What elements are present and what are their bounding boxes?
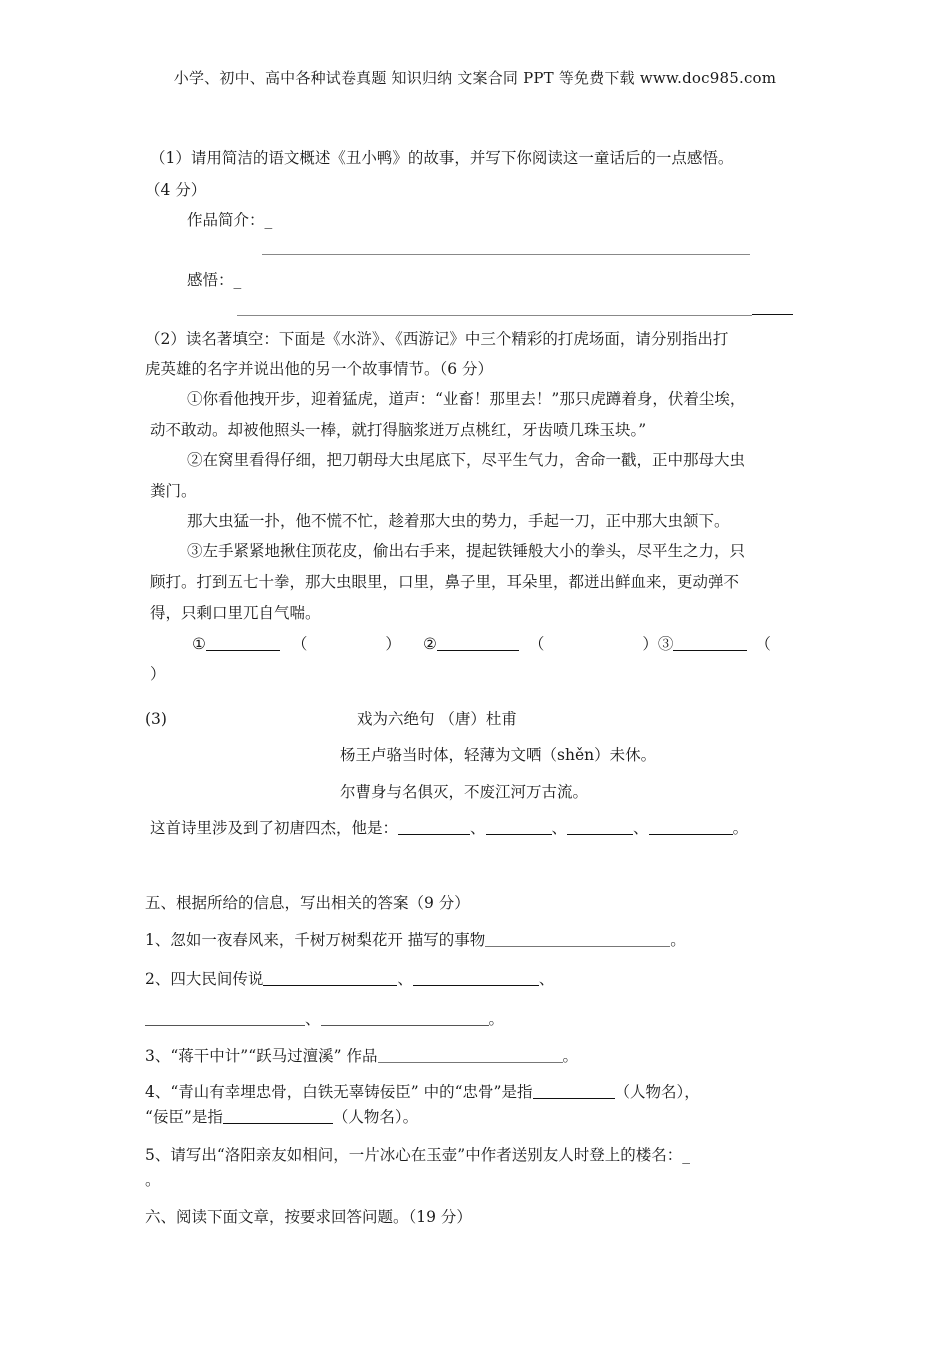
s5-item2-cont bbox=[145, 1009, 504, 1029]
q2-passage3-line2: 顾打。打到五七十拳，那大虫眼里，口里，鼻子里，耳朵里，都迸出鲜血来，更动弹不 bbox=[150, 573, 740, 591]
q2-paren-close-3: ） bbox=[150, 665, 166, 683]
q3-question-text: 这首诗里涉及到了初唐四杰，他是： bbox=[150, 819, 399, 837]
q1-feeling-answer-line-end[interactable] bbox=[752, 314, 793, 315]
s6-heading: 六、阅读下面文章，按要求回答问题。（19 分） bbox=[145, 1208, 472, 1226]
s5-item4-suffix-2: （人物名）。 bbox=[332, 1108, 419, 1126]
s5-item4 bbox=[145, 1082, 700, 1102]
s5-item3-text: 3、“蒋干中计”“跃马过澶溪” 作品 bbox=[145, 1047, 378, 1065]
q3-end: 。 bbox=[732, 819, 749, 837]
q2-paren-open-1: （ bbox=[291, 635, 308, 653]
q3-sep-3: 、 bbox=[633, 819, 649, 837]
page-header: 小学、初中、高中各种试卷真题 知识归纳 文案合同 PPT 等免费下载 www.doc985.com bbox=[173, 69, 777, 87]
q2-passage2-line1: ②在窝里看得仔细，把刀朝母大虫尾底下，尽平生气力，舍命一戳，正中那母大虫 bbox=[187, 451, 746, 469]
s5-item1-blank[interactable] bbox=[485, 930, 670, 947]
s5-item4-blank-1[interactable] bbox=[533, 1082, 615, 1099]
s5-item4-blank-2[interactable] bbox=[223, 1107, 333, 1124]
q2-answer-blank-2[interactable] bbox=[437, 634, 519, 651]
q3-blank-1[interactable] bbox=[398, 818, 470, 835]
q2-answer-marker-2: ② bbox=[422, 635, 437, 653]
q3-blank-2[interactable] bbox=[486, 818, 552, 835]
s5-item4-suffix: （人物名）， bbox=[614, 1083, 700, 1101]
q1-prompt: （1）请用简洁的语文概述《丑小鸭》的故事，并写下你阅读这一童话后的一点感悟。 bbox=[150, 149, 734, 167]
q2-answer-blank-1[interactable] bbox=[206, 634, 280, 651]
s5-item2-text: 2、四大民间传说 bbox=[145, 970, 264, 988]
q1-intro-label: 作品简介：_ bbox=[187, 211, 273, 229]
s5-item4-text: 4、“青山有幸埋忠骨，白铁无辜铸佞臣” 中的“忠骨”是指 bbox=[145, 1083, 533, 1101]
s5-item2-sep-3: 、 bbox=[305, 1010, 321, 1028]
q3-sep-1: 、 bbox=[470, 819, 486, 837]
q2-passage1-line1: ①你看他拽开步，迎着猛虎，道声：“业畜！那里去！”那只虎蹲着身，伏着尘埃， bbox=[187, 390, 746, 408]
q3-poem-verse1: 杨王卢骆当时体，轻薄为文哂（shěn）未休。 bbox=[340, 746, 657, 764]
s5-item1 bbox=[145, 930, 686, 950]
q2-paren-open-3: （ bbox=[755, 635, 771, 653]
q2-prompt-line1: （2）读名著填空：下面是《水浒》、《西游记》中三个精彩的打虎场面，请分别指出打 bbox=[145, 330, 729, 348]
s5-item5-end: 。 bbox=[145, 1171, 161, 1189]
q3-poem-verse2: 尔曹身与名俱灭，不废江河万古流。 bbox=[340, 783, 589, 801]
s5-item2-blank-3[interactable] bbox=[145, 1009, 305, 1026]
q1-intro-answer-line[interactable] bbox=[262, 254, 750, 255]
q2-passage2-line2: 粪门。 bbox=[150, 482, 197, 500]
s5-item2-blank-2[interactable] bbox=[413, 969, 539, 986]
q2-passage3-line3: 得，只剩口里兀自气喘。 bbox=[150, 604, 321, 622]
s5-item1-text: 1、忽如一夜春风来，千树万树梨花开 描写的事物 bbox=[145, 931, 486, 949]
s5-item4-text-2: “佞臣”是指 bbox=[145, 1108, 223, 1126]
q3-poem-title: 戏为六绝句 （唐）杜甫 bbox=[357, 710, 517, 728]
q3-blank-3[interactable] bbox=[567, 818, 633, 835]
q3-number: (3) bbox=[145, 710, 167, 728]
s5-item3 bbox=[145, 1046, 578, 1066]
s5-item2-end: 。 bbox=[488, 1010, 505, 1028]
q3-sep-2: 、 bbox=[551, 819, 568, 837]
q2-paren-close-2: ） bbox=[642, 635, 658, 653]
s5-item5: 5、请写出“洛阳亲友如相问，一片冰心在玉壶”中作者送别友人时登上的楼名：_ bbox=[145, 1146, 690, 1164]
q3-question bbox=[150, 818, 748, 838]
s5-item3-blank[interactable] bbox=[378, 1046, 563, 1063]
q2-passage2-line3: 那大虫猛一扑，他不慌不忙，趁着那大虫的势力，手起一刀，正中那大虫颔下。 bbox=[187, 512, 730, 530]
s5-item1-end: 。 bbox=[670, 931, 686, 949]
q1-feeling-answer-line[interactable] bbox=[237, 315, 752, 316]
s5-item4-cont bbox=[145, 1107, 418, 1127]
s5-heading: 五、根据所给的信息，写出相关的答案（9 分） bbox=[145, 894, 470, 912]
s5-item2 bbox=[145, 969, 554, 989]
s5-item2-blank-4[interactable] bbox=[321, 1009, 489, 1026]
s5-item2-sep-2: 、 bbox=[538, 970, 555, 988]
q2-answer-blank-3[interactable] bbox=[673, 634, 747, 651]
q1-score: （4 分） bbox=[145, 181, 207, 199]
q3-blank-4[interactable] bbox=[649, 818, 733, 835]
q1-feeling-label: 感悟：_ bbox=[187, 271, 242, 289]
q2-answer-marker-1: ① bbox=[192, 635, 206, 653]
q2-paren-close-1: ） bbox=[385, 635, 401, 653]
s5-item2-blank-1[interactable] bbox=[263, 969, 397, 986]
q2-prompt-line2: 虎英雄的名字并说出他的另一个故事情节。（6 分） bbox=[145, 360, 494, 378]
s5-item3-end: 。 bbox=[562, 1047, 579, 1065]
s5-item2-sep-1: 、 bbox=[397, 970, 413, 988]
q2-answer-marker-3: ③ bbox=[657, 635, 674, 653]
q2-paren-open-2: （ bbox=[528, 635, 545, 653]
q2-passage3-line1: ③左手紧紧地揪住顶花皮，偷出右手来，提起铁锤般大小的拳头，尽平生之力，只 bbox=[187, 542, 746, 560]
q2-answer-row bbox=[192, 634, 771, 654]
q2-passage1-line2: 动不敢动。却被他照头一棒，就打得脑浆迸万点桃红，牙齿喷几珠玉块。” bbox=[150, 421, 647, 439]
